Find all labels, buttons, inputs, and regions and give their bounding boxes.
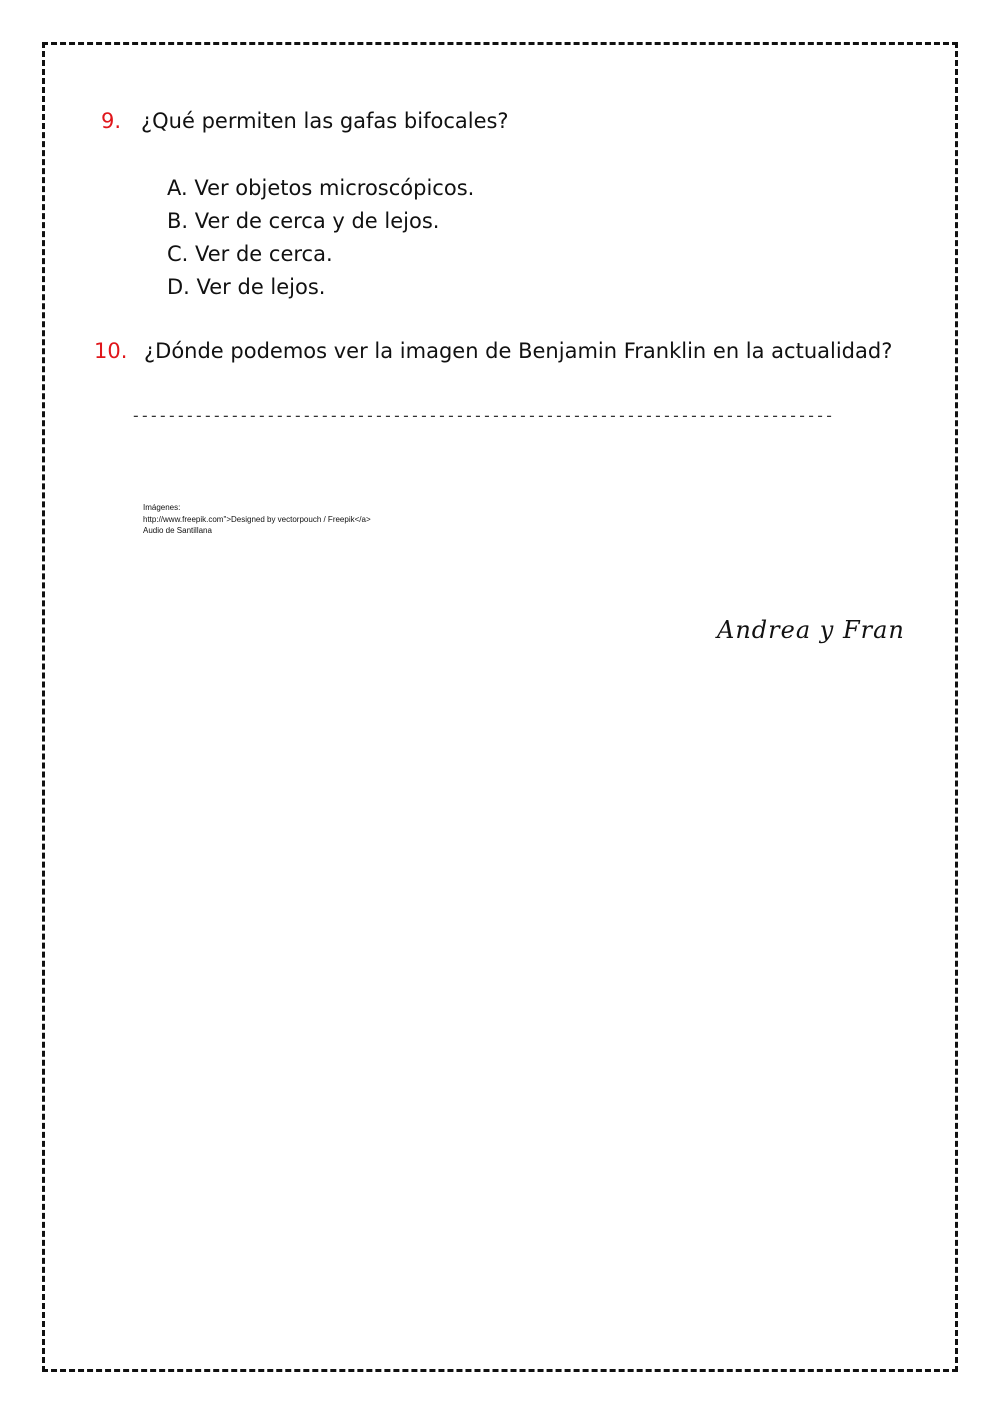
image-credit: http://www.freepik.com">Designed by vectorpouch / Freepik</a>	[143, 514, 371, 524]
question-10	[94, 341, 892, 362]
option-d[interactable]: D. Ver de lejos.	[167, 275, 326, 299]
question-text: ¿Qué permiten las gafas bifocales?	[141, 109, 509, 133]
answer-options	[167, 176, 474, 308]
question-number: 10.	[94, 339, 128, 363]
answer-line[interactable]: ------------------------------------------------------------------------------	[131, 406, 834, 425]
option-c[interactable]: C. Ver de cerca.	[167, 242, 333, 266]
option-a[interactable]: A. Ver objetos microscópicos.	[167, 176, 475, 200]
audio-credit: Audio de Santillana	[143, 526, 212, 535]
author-signature: Andrea y Fran	[717, 616, 905, 644]
question-number: 9.	[101, 109, 122, 133]
question-9	[101, 111, 509, 132]
credits	[143, 502, 371, 537]
question-text: ¿Dónde podemos ver la imagen de Benjamin Franklin en la actualidad?	[144, 339, 893, 363]
option-b[interactable]: B. Ver de cerca y de lejos.	[167, 209, 440, 233]
credits-heading: Imágenes:	[143, 503, 181, 512]
